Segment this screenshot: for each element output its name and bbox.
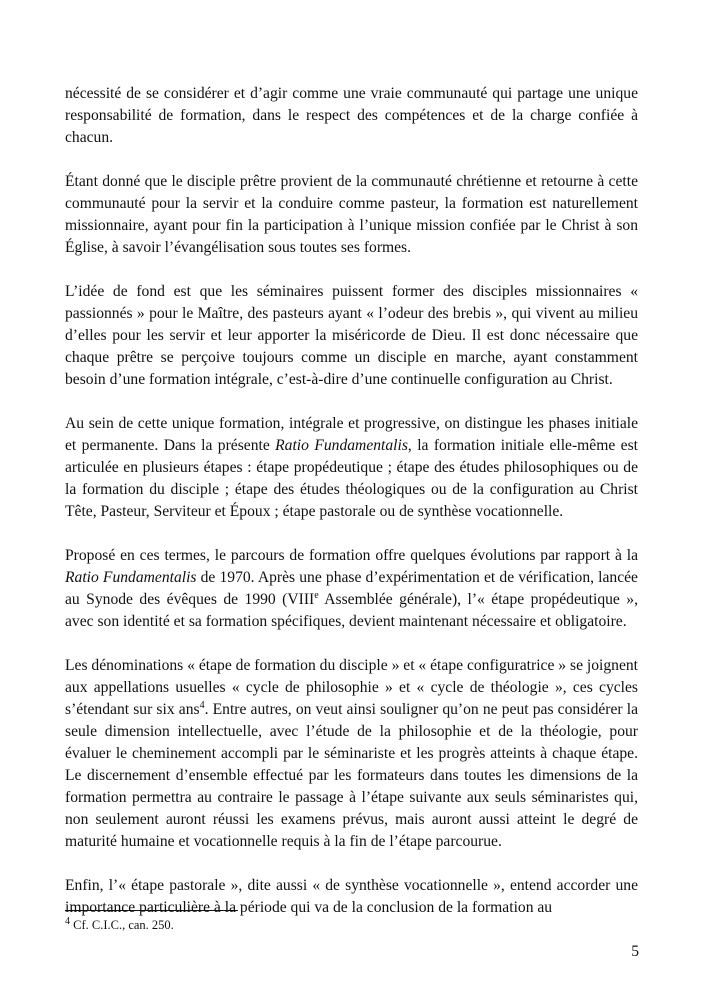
- paragraph-3: L’idée de fond est que les séminaires puissent former des disciples missionnaires « passionnés » pour le Maître, des pasteurs ayant « l’odeur des brebis », qui vivent au milieu d’elles pour les servir et leur apporter la miséricorde de Dieu. Il est donc nécessaire que chaque prêtre se perçoive toujours comme un disciple en marche, ayant constamment besoin d’une formation intégrale, c’est-à-dire d’une continuelle configuration au Christ.: [65, 283, 638, 388]
- paragraph-4: [65, 413, 638, 523]
- footnote-text: Cf. C.I.C., can. 250.: [70, 918, 174, 932]
- paragraph-1: nécessité de se considérer et d’agir comme une vraie communauté qui partage une unique responsabilité de formation, dans le respect des compétences et de la charge confiée à chacun.: [65, 85, 638, 146]
- document-body: [65, 83, 638, 919]
- paragraph-5-text-c: Assemblée générale), l’« étape propédeutique », avec son identité et sa formation spécifiques, devient maintenant nécessaire et obligatoire.: [65, 591, 638, 630]
- paragraph-4-text-a: Au sein de cette unique formation, intégrale et progressive, on distingue les phases initiale et permanente. Dans la présente: [65, 415, 638, 454]
- footnote-number: 4: [65, 915, 70, 927]
- footnote-reference[interactable]: 4: [199, 699, 205, 711]
- paragraph-2: Étant donné que le disciple prêtre provient de la communauté chrétienne et retourne à cette communauté pour la servir et la conduire comme pasteur, la formation est naturellement missionnaire, ayant pour fin la participation à l’unique mission confiée par le Christ à son Église, à savoir l’évangélisation sous toutes ses formes.: [65, 173, 638, 256]
- paragraph-5: [65, 545, 638, 633]
- footnote-divider: [65, 910, 238, 911]
- superscript-e: e: [314, 589, 319, 601]
- footnote: [65, 917, 174, 933]
- paragraph-6: [65, 655, 638, 853]
- paragraph-4-text-b: , la formation initiale elle-même est articulée en plusieurs étapes : étape propédeutique ; étape des études philosophiques ou de la formation du disciple ; étape des études théologiques ou de la configuration au Christ Tête, Pasteur, Serviteur et Époux ; étape pastorale ou de synthèse vocationnelle.: [65, 437, 638, 520]
- paragraph-6-text-a: Les dénominations « étape de formation du disciple » et « étape configuratrice » se joignent aux appellations usuelles « cycle de philosophie » et « cycle de théologie », ces cycles s’étendant sur six ans: [65, 657, 638, 718]
- ratio-title-italic: Ratio Fundamentalis: [65, 569, 197, 586]
- paragraph-5-text-a: Proposé en ces termes, le parcours de formation offre quelques évolutions par rapport à la: [65, 547, 638, 564]
- paragraph-6-text-b: . Entre autres, on veut ainsi souligner qu’on ne peut pas considérer la seule dimension intellectuelle, avec l’étude de la philosophie et de la théologie, pour évaluer le cheminement accompli par le séminariste et les progrès atteints à chaque étape. Le discernement d’ensemble effectué par les formateurs dans toutes les dimensions de la formation permettra au contraire le passage à l’étape suivante aux seuls séminaristes qui, non seulement auront réussi les examens prévus, mais auront aussi atteint le degré de maturité humaine et vocationnelle requis à la fin de l’étape parcourue.: [65, 701, 639, 850]
- paragraph-7: Enfin, l’« étape pastorale », dite aussi « de synthèse vocationnelle », entend accorder une importance particulière à la période qui va de la conclusion de la formation au: [65, 877, 638, 916]
- page-number: 5: [631, 943, 639, 960]
- ratio-title-italic: Ratio Fundamentalis: [275, 437, 408, 454]
- paragraph-5-text-b: de 1970. Après une phase d’expérimentation et de vérification, lancée au Synode des évêques de 1990 (VIII: [65, 569, 638, 608]
